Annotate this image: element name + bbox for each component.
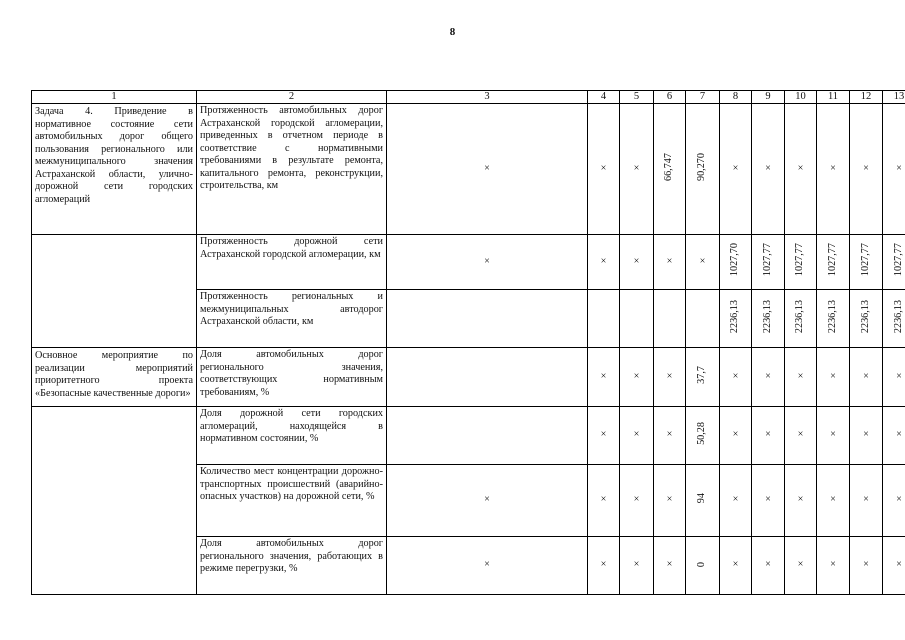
cell-value: × <box>830 370 836 382</box>
cell-value: 1027,77 <box>761 243 773 277</box>
cell-value: × <box>896 494 902 506</box>
cell-value: 2236,13 <box>826 299 838 333</box>
cell-value: × <box>633 370 640 382</box>
column-header: 11 <box>817 91 850 104</box>
indicator-name: Количество мест концентрации дорожно-транспортных происшествий (аварийно-опасных участков) на дорожной сети, % <box>197 465 387 537</box>
column-header: 10 <box>785 91 817 104</box>
cell-value: × <box>732 429 739 441</box>
cell-value: × <box>633 559 640 571</box>
task-label: Задача 4. Приведение в нормативное состояние сети автомобильных дорог общего пользования регионального или межмуниципального значения Астраханской области, улично-дорожной сети городских агломераций <box>32 104 197 235</box>
cell-value: 2236,13 <box>761 299 773 333</box>
cell-value: × <box>797 559 804 571</box>
cell-value: × <box>666 429 673 441</box>
cell-value: 50,28 <box>696 421 708 445</box>
cell-value: × <box>666 255 673 267</box>
cell-value: 1027,77 <box>892 243 904 277</box>
cell-value: × <box>633 494 640 506</box>
cell-value: × <box>765 162 771 174</box>
cell-value: × <box>765 429 771 441</box>
cell-value: 90,270 <box>696 152 708 181</box>
table-row <box>32 537 905 595</box>
cell-value: 1027,77 <box>826 243 838 277</box>
page-number: 8 <box>449 26 456 38</box>
indicator-name: Протяженность дорожной сети Астраханской городской агломерации, км <box>197 235 387 290</box>
cell-value: × <box>600 162 607 174</box>
cell-value: 2236,13 <box>794 299 806 333</box>
cell-value: 94 <box>696 493 708 504</box>
cell-value: × <box>830 494 836 506</box>
cell-value: 1027,77 <box>859 243 871 277</box>
cell-value: × <box>666 370 673 382</box>
cell-value: × <box>896 429 902 441</box>
cell-value: × <box>699 255 706 267</box>
cell-value: × <box>600 494 607 506</box>
column-header: 4 <box>588 91 620 104</box>
table-row <box>32 465 905 537</box>
cell-value: 2236,13 <box>892 299 904 333</box>
indicator-name: Доля автомобильных дорог регионального значения, работающих в режиме перегрузки, % <box>197 537 387 595</box>
table-row <box>32 104 905 235</box>
cell-value: × <box>797 370 804 382</box>
cell-value: × <box>797 429 804 441</box>
cell-value: × <box>765 559 771 571</box>
column-header: 6 <box>654 91 686 104</box>
cell-value: × <box>863 370 869 382</box>
cell-value: 66,747 <box>663 152 675 181</box>
cell-value: × <box>484 255 490 267</box>
cell-value: × <box>830 429 836 441</box>
column-header: 8 <box>720 91 752 104</box>
cell-value: × <box>765 370 771 382</box>
cell-value: × <box>600 255 607 267</box>
cell-value: × <box>666 494 673 506</box>
cell-value: × <box>484 494 490 506</box>
cell-value: × <box>633 429 640 441</box>
cell-value: × <box>600 370 607 382</box>
cell-value: × <box>896 559 902 571</box>
cell-value: × <box>666 559 673 571</box>
cell-value: × <box>732 370 739 382</box>
column-header: 9 <box>752 91 785 104</box>
cell-value: 1027,70 <box>729 243 741 277</box>
cell-value: 2236,13 <box>729 299 741 333</box>
table-row <box>32 407 905 465</box>
cell-value: × <box>830 559 836 571</box>
column-header: 1 <box>32 91 197 104</box>
indicator-name: Доля дорожной сети городских агломераций, находящейся в нормативном состоянии, % <box>197 407 387 465</box>
cell-value: × <box>863 162 869 174</box>
table-row <box>32 348 905 407</box>
cell-value: × <box>797 494 804 506</box>
cell-value: × <box>797 162 804 174</box>
cell-value: × <box>732 559 739 571</box>
cell-value: × <box>830 162 836 174</box>
cell-value: × <box>896 162 902 174</box>
indicators-table <box>31 90 905 595</box>
cell-value: × <box>863 429 869 441</box>
cell-value: × <box>600 429 607 441</box>
column-header: 12 <box>850 91 883 104</box>
indicator-name: Протяженность автомобильных дорог Астраханской городской агломерации, приведенных в отчетном периоде в соответствие с нормативными требованиями в результате ремонта, капитального ремонта, реконструкции, строительства, км <box>197 104 387 235</box>
cell-value: × <box>600 559 607 571</box>
table-row <box>32 290 905 348</box>
cell-value: × <box>765 494 771 506</box>
cell-value: × <box>484 559 490 571</box>
cell-value: × <box>484 162 490 174</box>
cell-value: × <box>863 494 869 506</box>
header-row <box>32 91 905 104</box>
cell-value: × <box>896 370 902 382</box>
cell-value: × <box>633 162 640 174</box>
cell-value: 0 <box>696 562 708 568</box>
column-header: 7 <box>686 91 720 104</box>
table-row <box>32 235 905 290</box>
task-label: Основное мероприятие по реализации мероприятий приоритетного проекта «Безопасные качественные дороги» <box>32 348 197 407</box>
column-header: 2 <box>197 91 387 104</box>
cell-value: 2236,13 <box>859 299 871 333</box>
column-header: 13 <box>883 91 905 104</box>
cell-value: × <box>732 494 739 506</box>
indicator-name: Доля автомобильных дорог регионального значения, соответствующих нормативным требованиям, % <box>197 348 387 407</box>
column-header: 5 <box>620 91 654 104</box>
cell-value: 37,7 <box>696 365 708 384</box>
column-header: 3 <box>387 91 588 104</box>
cell-value: × <box>863 559 869 571</box>
indicator-name: Протяженность региональных и межмуниципальных автодорог Астраханской области, км <box>197 290 387 348</box>
cell-value: × <box>633 255 640 267</box>
cell-value: × <box>732 162 739 174</box>
cell-value: 1027,77 <box>794 243 806 277</box>
